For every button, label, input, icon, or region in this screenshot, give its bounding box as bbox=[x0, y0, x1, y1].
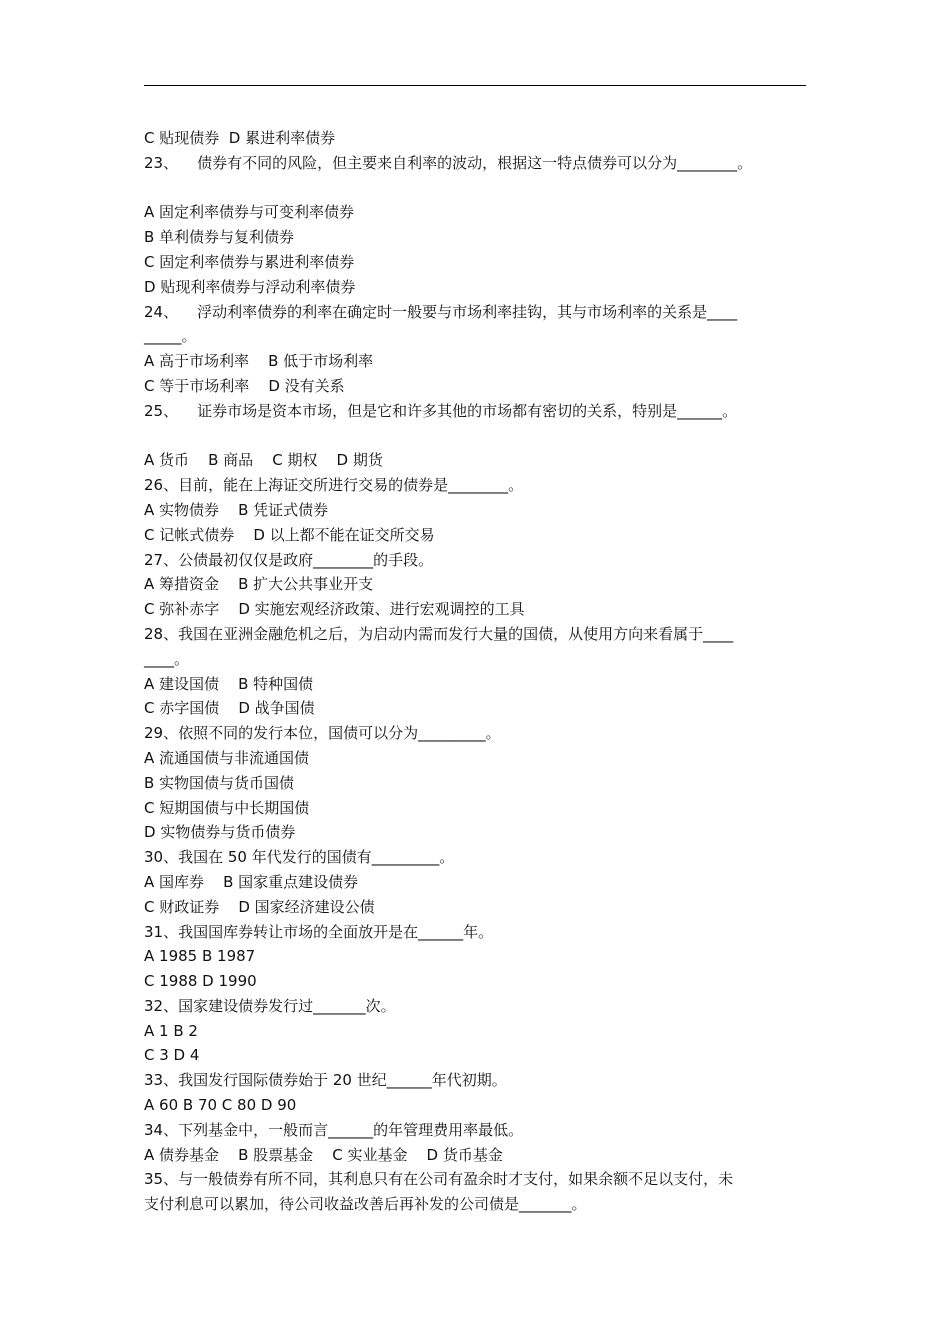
text-line: 26、目前，能在上海证交所进行交易的债券是________。 bbox=[144, 476, 524, 495]
text-line: C 短期国债与中长期国债 bbox=[144, 798, 310, 817]
text-line: A 实物债券 B 凭证式债券 bbox=[144, 500, 329, 519]
text-line: C 赤字国债 D 战争国债 bbox=[144, 699, 315, 718]
text-line: 33、我国发行国际债券始于 20 世纪______年代初期。 bbox=[144, 1071, 507, 1090]
text-line: C 财政证券 D 国家经济建设公债 bbox=[144, 897, 375, 916]
text-line: A 筹措资金 B 扩大公共事业开支 bbox=[144, 575, 374, 594]
text-line: ____。 bbox=[144, 649, 190, 668]
text-line: 23、 债券有不同的风险，但主要来自利率的波动，根据这一特点债券可以分为________。 bbox=[144, 153, 753, 172]
text-line: 30、我国在 50 年代发行的国债有_________。 bbox=[144, 848, 455, 867]
text-line: A 1985 B 1987 bbox=[144, 947, 256, 966]
text-line: C 3 D 4 bbox=[144, 1046, 200, 1065]
blank-line bbox=[144, 424, 824, 449]
text-line: 31、我国国库券转让市场的全面放开是在______年。 bbox=[144, 922, 494, 941]
text-line: D 实物债券与货币债券 bbox=[144, 823, 296, 842]
text-line: A 国库券 B 国家重点建设债券 bbox=[144, 872, 359, 891]
document-body bbox=[144, 126, 824, 1217]
text-line: A 60 B 70 C 80 D 90 bbox=[144, 1096, 297, 1115]
text-line: A 高于市场利率 B 低于市场利率 bbox=[144, 352, 374, 371]
header-rule bbox=[144, 85, 806, 86]
text-line: 28、我国在亚洲金融危机之后，为启动内需而发行大量的国债，从使用方向来看属于____ bbox=[144, 624, 734, 643]
text-line: 32、国家建设债券发行过_______次。 bbox=[144, 996, 396, 1015]
text-line: C 记帐式债券 D 以上都不能在证交所交易 bbox=[144, 525, 435, 544]
blank-line bbox=[144, 176, 824, 201]
text-line: C 等于市场利率 D 没有关系 bbox=[144, 376, 345, 395]
text-line: C 固定利率债券与累进利率债券 bbox=[144, 252, 355, 271]
text-line: C 贴现债券 D 累进利率债券 bbox=[144, 129, 336, 147]
text-line: A 货币 B 商品 C 期权 D 期货 bbox=[144, 451, 383, 470]
text-line: B 实物国债与货币国债 bbox=[144, 773, 295, 792]
text-line: C 1988 D 1990 bbox=[144, 972, 257, 991]
text-line: A 1 B 2 bbox=[144, 1021, 198, 1040]
text-line: A 固定利率债券与可变利率债券 bbox=[144, 203, 355, 222]
text-line: A 流通国债与非流通国债 bbox=[144, 748, 310, 767]
text-line: 支付利息可以累加，待公司收益改善后再补发的公司债是_______。 bbox=[144, 1195, 587, 1214]
text-line: B 单利债券与复利债券 bbox=[144, 228, 295, 247]
text-line: 24、 浮动利率债券的利率在确定时一般要与市场利率挂钩，其与市场利率的关系是____ bbox=[144, 302, 738, 321]
text-line: A 建设国债 B 特种国债 bbox=[144, 674, 314, 693]
text-line: A 债券基金 B 股票基金 C 实业基金 D 货币基金 bbox=[144, 1145, 503, 1164]
text-line: C 弥补赤字 D 实施宏观经济政策、进行宏观调控的工具 bbox=[144, 600, 525, 619]
text-line: 25、 证券市场是资本市场，但是它和许多其他的市场都有密切的关系，特别是______。 bbox=[144, 401, 738, 420]
text-line: 34、下列基金中，一般而言______的年管理费用率最低。 bbox=[144, 1120, 524, 1139]
text-line: 35、与一般债券有所不同，其利息只有在公司有盈余时才支付，如果余额不足以支付，未 bbox=[144, 1170, 734, 1189]
text-line: D 贴现利率债券与浮动利率债券 bbox=[144, 277, 356, 296]
text-line: 29、依照不同的发行本位，国债可以分为_________。 bbox=[144, 724, 501, 743]
text-line: _____。 bbox=[144, 327, 197, 346]
text-line: 27、公债最初仅仅是政府________的手段。 bbox=[144, 550, 434, 569]
